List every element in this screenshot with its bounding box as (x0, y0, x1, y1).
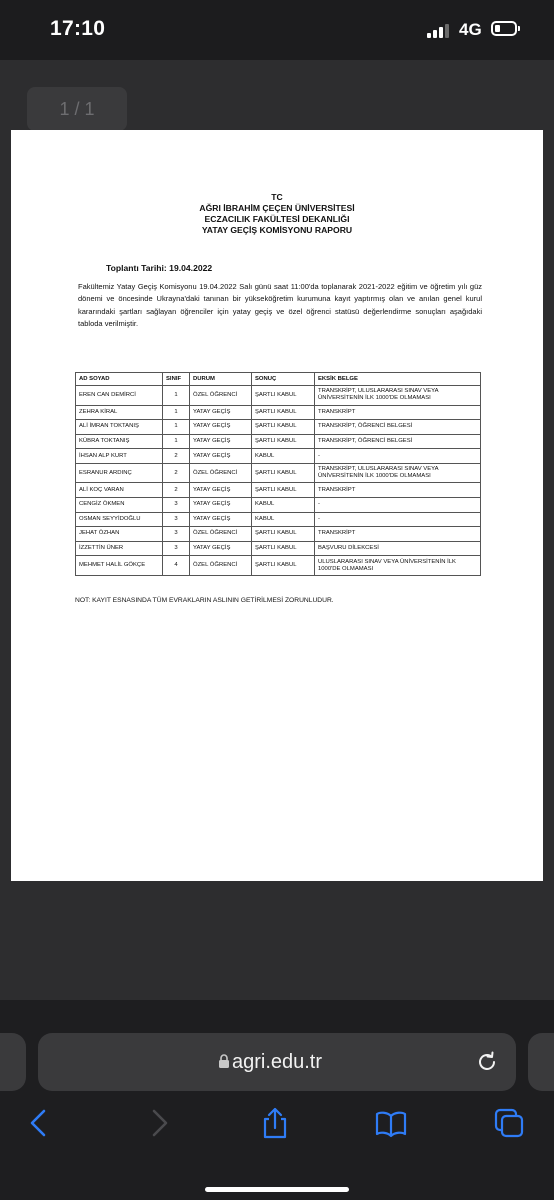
table-cell: 3 (163, 497, 190, 512)
document-note: NOT: KAYIT ESNASINDA TÜM EVRAKLARIN ASLININ GETİRİLMESİ ZORUNLUDUR. (75, 597, 334, 604)
table-cell: TRANSKRİPT (315, 483, 481, 498)
table-body (76, 386, 481, 576)
table-cell: ŞARTLI KABUL (252, 483, 315, 498)
meeting-date: Toplantı Tarihi: 19.04.2022 (106, 263, 213, 273)
column-header: DURUM (190, 373, 252, 386)
table-cell: 3 (163, 541, 190, 556)
table-row (76, 541, 481, 556)
table-cell: BAŞVURU DİLEKCESİ (315, 541, 481, 556)
table-cell: TRANSKRİPT (315, 405, 481, 420)
table-cell: TRANSKRİPT, ÖĞRENCİ BELGESİ (315, 420, 481, 435)
table-cell: ÖZEL ÖĞRENCİ (190, 556, 252, 576)
column-header: SONUÇ (252, 373, 315, 386)
table-cell: TRANSKRİPT, ÖĞRENCİ BELGESİ (315, 434, 481, 449)
table-row (76, 463, 481, 483)
document-page (11, 130, 543, 881)
table-row (76, 512, 481, 527)
report-paragraph: Fakültemiz Yatay Geçiş Komisyonu 19.04.2022 Salı günü saat 11:00'da toplanarak 2021-2022 eğitim ve öğretim yılı güz dönemi ve öncesinde Ukrayna'daki tanınan bir yükseköğretim kurumuna kayıt yaptırmış olan ve anılan genel kurul kararındaki şartları sağlayan öğrenciler için yatay geçiş ve özel öğrenci statüsü değerlendirme sonuçları aşağıdaki tabloda verilmiştir. (78, 282, 482, 329)
table-row (76, 449, 481, 464)
table-cell: 1 (163, 420, 190, 435)
table-header-row (76, 373, 481, 386)
header-line: AĞRI İBRAHİM ÇEÇEN ÜNİVERSİTESİ (199, 203, 355, 213)
table-cell: ESRANUR ARDINÇ (76, 463, 163, 483)
table-row (76, 527, 481, 542)
forward-icon[interactable] (142, 1106, 176, 1140)
table-cell: KÜBRA TOKTANIŞ (76, 434, 163, 449)
table-cell: ŞARTLI KABUL (252, 527, 315, 542)
bookmarks-icon[interactable] (374, 1106, 408, 1140)
results-table (75, 372, 481, 576)
home-indicator (205, 1187, 349, 1192)
table-cell: - (315, 449, 481, 464)
table-cell: ŞARTLI KABUL (252, 420, 315, 435)
status-bar (0, 0, 554, 60)
table-cell: KABUL (252, 497, 315, 512)
table-cell: YATAY GEÇİŞ (190, 483, 252, 498)
column-header: SINIF (163, 373, 190, 386)
header-line: ECZACILIK FAKÜLTESİ DEKANLIĞI (204, 214, 350, 224)
url-text: agri.edu.tr (231, 1051, 323, 1073)
table-cell: 1 (163, 405, 190, 420)
header-line: TC (271, 192, 283, 202)
table-cell: ALİ KOÇ VARAN (76, 483, 163, 498)
table-cell: - (315, 497, 481, 512)
table-cell: ZEHRA KİRAL (76, 405, 163, 420)
battery-level (495, 25, 500, 32)
page-indicator: 1 / 1 (27, 87, 127, 131)
table-cell: 3 (163, 527, 190, 542)
table-row (76, 405, 481, 420)
share-icon[interactable] (258, 1106, 292, 1140)
table-cell: KABUL (252, 512, 315, 527)
table-cell: ŞARTLI KABUL (252, 386, 315, 406)
table-cell: ŞARTLI KABUL (252, 405, 315, 420)
reload-icon[interactable] (475, 1050, 499, 1074)
table-cell: 2 (163, 483, 190, 498)
table-cell: ŞARTLI KABUL (252, 434, 315, 449)
status-time: 17:10 (50, 17, 106, 40)
table-cell: ŞARTLI KABUL (252, 556, 315, 576)
table-cell: JEHAT ÖZHAN (76, 527, 163, 542)
table-cell: İHSAN ALP KURT (76, 449, 163, 464)
table-cell: 3 (163, 512, 190, 527)
table-cell: YATAY GEÇİŞ (190, 405, 252, 420)
table-cell: ÖZEL ÖĞRENCİ (190, 463, 252, 483)
table-cell: 1 (163, 386, 190, 406)
table-cell: KABUL (252, 449, 315, 464)
table-cell: YATAY GEÇİŞ (190, 541, 252, 556)
table-cell: ŞARTLI KABUL (252, 463, 315, 483)
network-type: 4G (459, 20, 482, 39)
table-cell: 1 (163, 434, 190, 449)
table-cell: 2 (163, 449, 190, 464)
cellular-signal-icon (427, 24, 453, 38)
table-cell: YATAY GEÇİŞ (190, 449, 252, 464)
table-cell: 2 (163, 463, 190, 483)
table-cell: YATAY GEÇİŞ (190, 512, 252, 527)
header-line: YATAY GEÇİŞ KOMİSYONU RAPORU (201, 225, 353, 235)
tabs-icon[interactable] (492, 1106, 526, 1140)
table-cell: TRANSKRİPT, ULUSLARARASI SINAV VEYA ÜNİVERSİTENİN İLK 1000'DE OLMAMASI (315, 463, 481, 483)
table-cell: EREN CAN DEMİRCİ (76, 386, 163, 406)
table-cell: ÖZEL ÖĞRENCİ (190, 527, 252, 542)
table-cell: TRANSKRİPT (315, 527, 481, 542)
previous-tab-preview[interactable] (0, 1033, 26, 1091)
table-cell: YATAY GEÇİŞ (190, 420, 252, 435)
table-cell: ALİ İMRAN TOKTANIŞ (76, 420, 163, 435)
table-row (76, 556, 481, 576)
table-row (76, 497, 481, 512)
table-cell: - (315, 512, 481, 527)
document-header (11, 192, 543, 236)
table-cell: ÖZEL ÖĞRENCİ (190, 386, 252, 406)
column-header: EKSİK BELGE (315, 373, 481, 386)
table-cell: ULUSLARARASI SINAV VEYA ÜNİVERSİTENİN İLK 1000'DE OLMAMASI (315, 556, 481, 576)
address-bar[interactable] (38, 1033, 516, 1091)
table-cell: TRANSKRİPT, ULUSLARARASI SINAV VEYA ÜNİVERSİTENİN İLK 1000'DE OLMAMASI (315, 386, 481, 406)
next-tab-preview[interactable] (528, 1033, 554, 1091)
table-row (76, 483, 481, 498)
column-header: AD SOYAD (76, 373, 163, 386)
table-row (76, 420, 481, 435)
table-cell: OSMAN SEYYİDOĞLU (76, 512, 163, 527)
battery-icon (491, 21, 517, 36)
browser-toolbar (0, 1000, 554, 1200)
table-cell: YATAY GEÇİŞ (190, 434, 252, 449)
back-icon[interactable] (22, 1106, 56, 1140)
table-cell: MEHMET HALİL GÖKÇE (76, 556, 163, 576)
table-row (76, 386, 481, 406)
table-row (76, 434, 481, 449)
table-cell: ŞARTLI KABUL (252, 541, 315, 556)
table-cell: YATAY GEÇİŞ (190, 497, 252, 512)
table-cell: 4 (163, 556, 190, 576)
table-cell: CENGİZ ÖKMEN (76, 497, 163, 512)
table-cell: İZZETTİN ÜNER (76, 541, 163, 556)
